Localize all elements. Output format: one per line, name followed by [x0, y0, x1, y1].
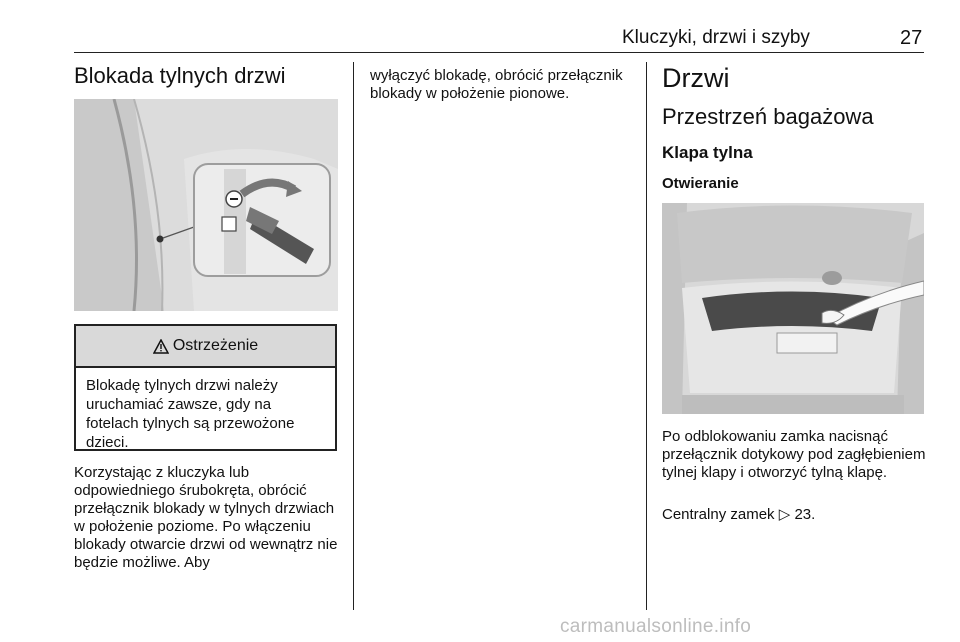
child-lock-illustration — [74, 99, 338, 311]
body-paragraph: Korzystając z kluczyka lub odpowiedniego śrubokręta, obrócić przełącznik blokady w tylnych drzwiach w położenie poziome. Po włączeniu blokady otwarcie drzwi od wewnątrz nie będzie możliwe. Aby — [74, 464, 338, 571]
cross-reference-text: Centralny zamek — [662, 506, 775, 523]
sub-subsection-heading: Otwieranie — [662, 175, 739, 192]
section-title: Przestrzeń bagażowa — [662, 104, 874, 129]
warning-box — [74, 324, 337, 451]
cross-reference-page: 23. — [794, 506, 816, 523]
warning-triangle-icon — [153, 339, 169, 354]
subsection-heading: Klapa tylna — [662, 143, 753, 162]
running-header-title: Kluczyki, drzwi i szyby — [622, 27, 810, 48]
watermark: carmanualsonline.info — [560, 616, 752, 637]
column-divider-right — [646, 62, 647, 610]
warning-header — [76, 326, 335, 368]
warning-text: Blokadę tylnych drzwi należy uruchamiać zawsze, gdy na fotelach tylnych są przewożone dzieci. — [86, 377, 295, 451]
header-rule — [74, 52, 924, 53]
chapter-title: Drzwi — [662, 63, 730, 93]
tailgate-opening-illustration — [662, 203, 924, 414]
body-paragraph: Po odblokowaniu zamka nacisnąć przełącznik dotykowy pod zagłębieniem tylnej klapy i otworzyć tylną klapę. — [662, 428, 926, 481]
warning-label: Ostrzeżenie — [172, 337, 259, 354]
section-title: Blokada tylnych drzwi — [74, 63, 286, 88]
column-divider-left — [353, 62, 354, 610]
body-paragraph-continued: wyłączyć blokadę, obrócić przełącznik blokady w położenie pionowe. — [370, 67, 623, 102]
page-number: 27 — [900, 27, 923, 49]
cross-reference — [662, 506, 927, 524]
page-reference-arrow-icon: ▷ — [778, 506, 791, 523]
